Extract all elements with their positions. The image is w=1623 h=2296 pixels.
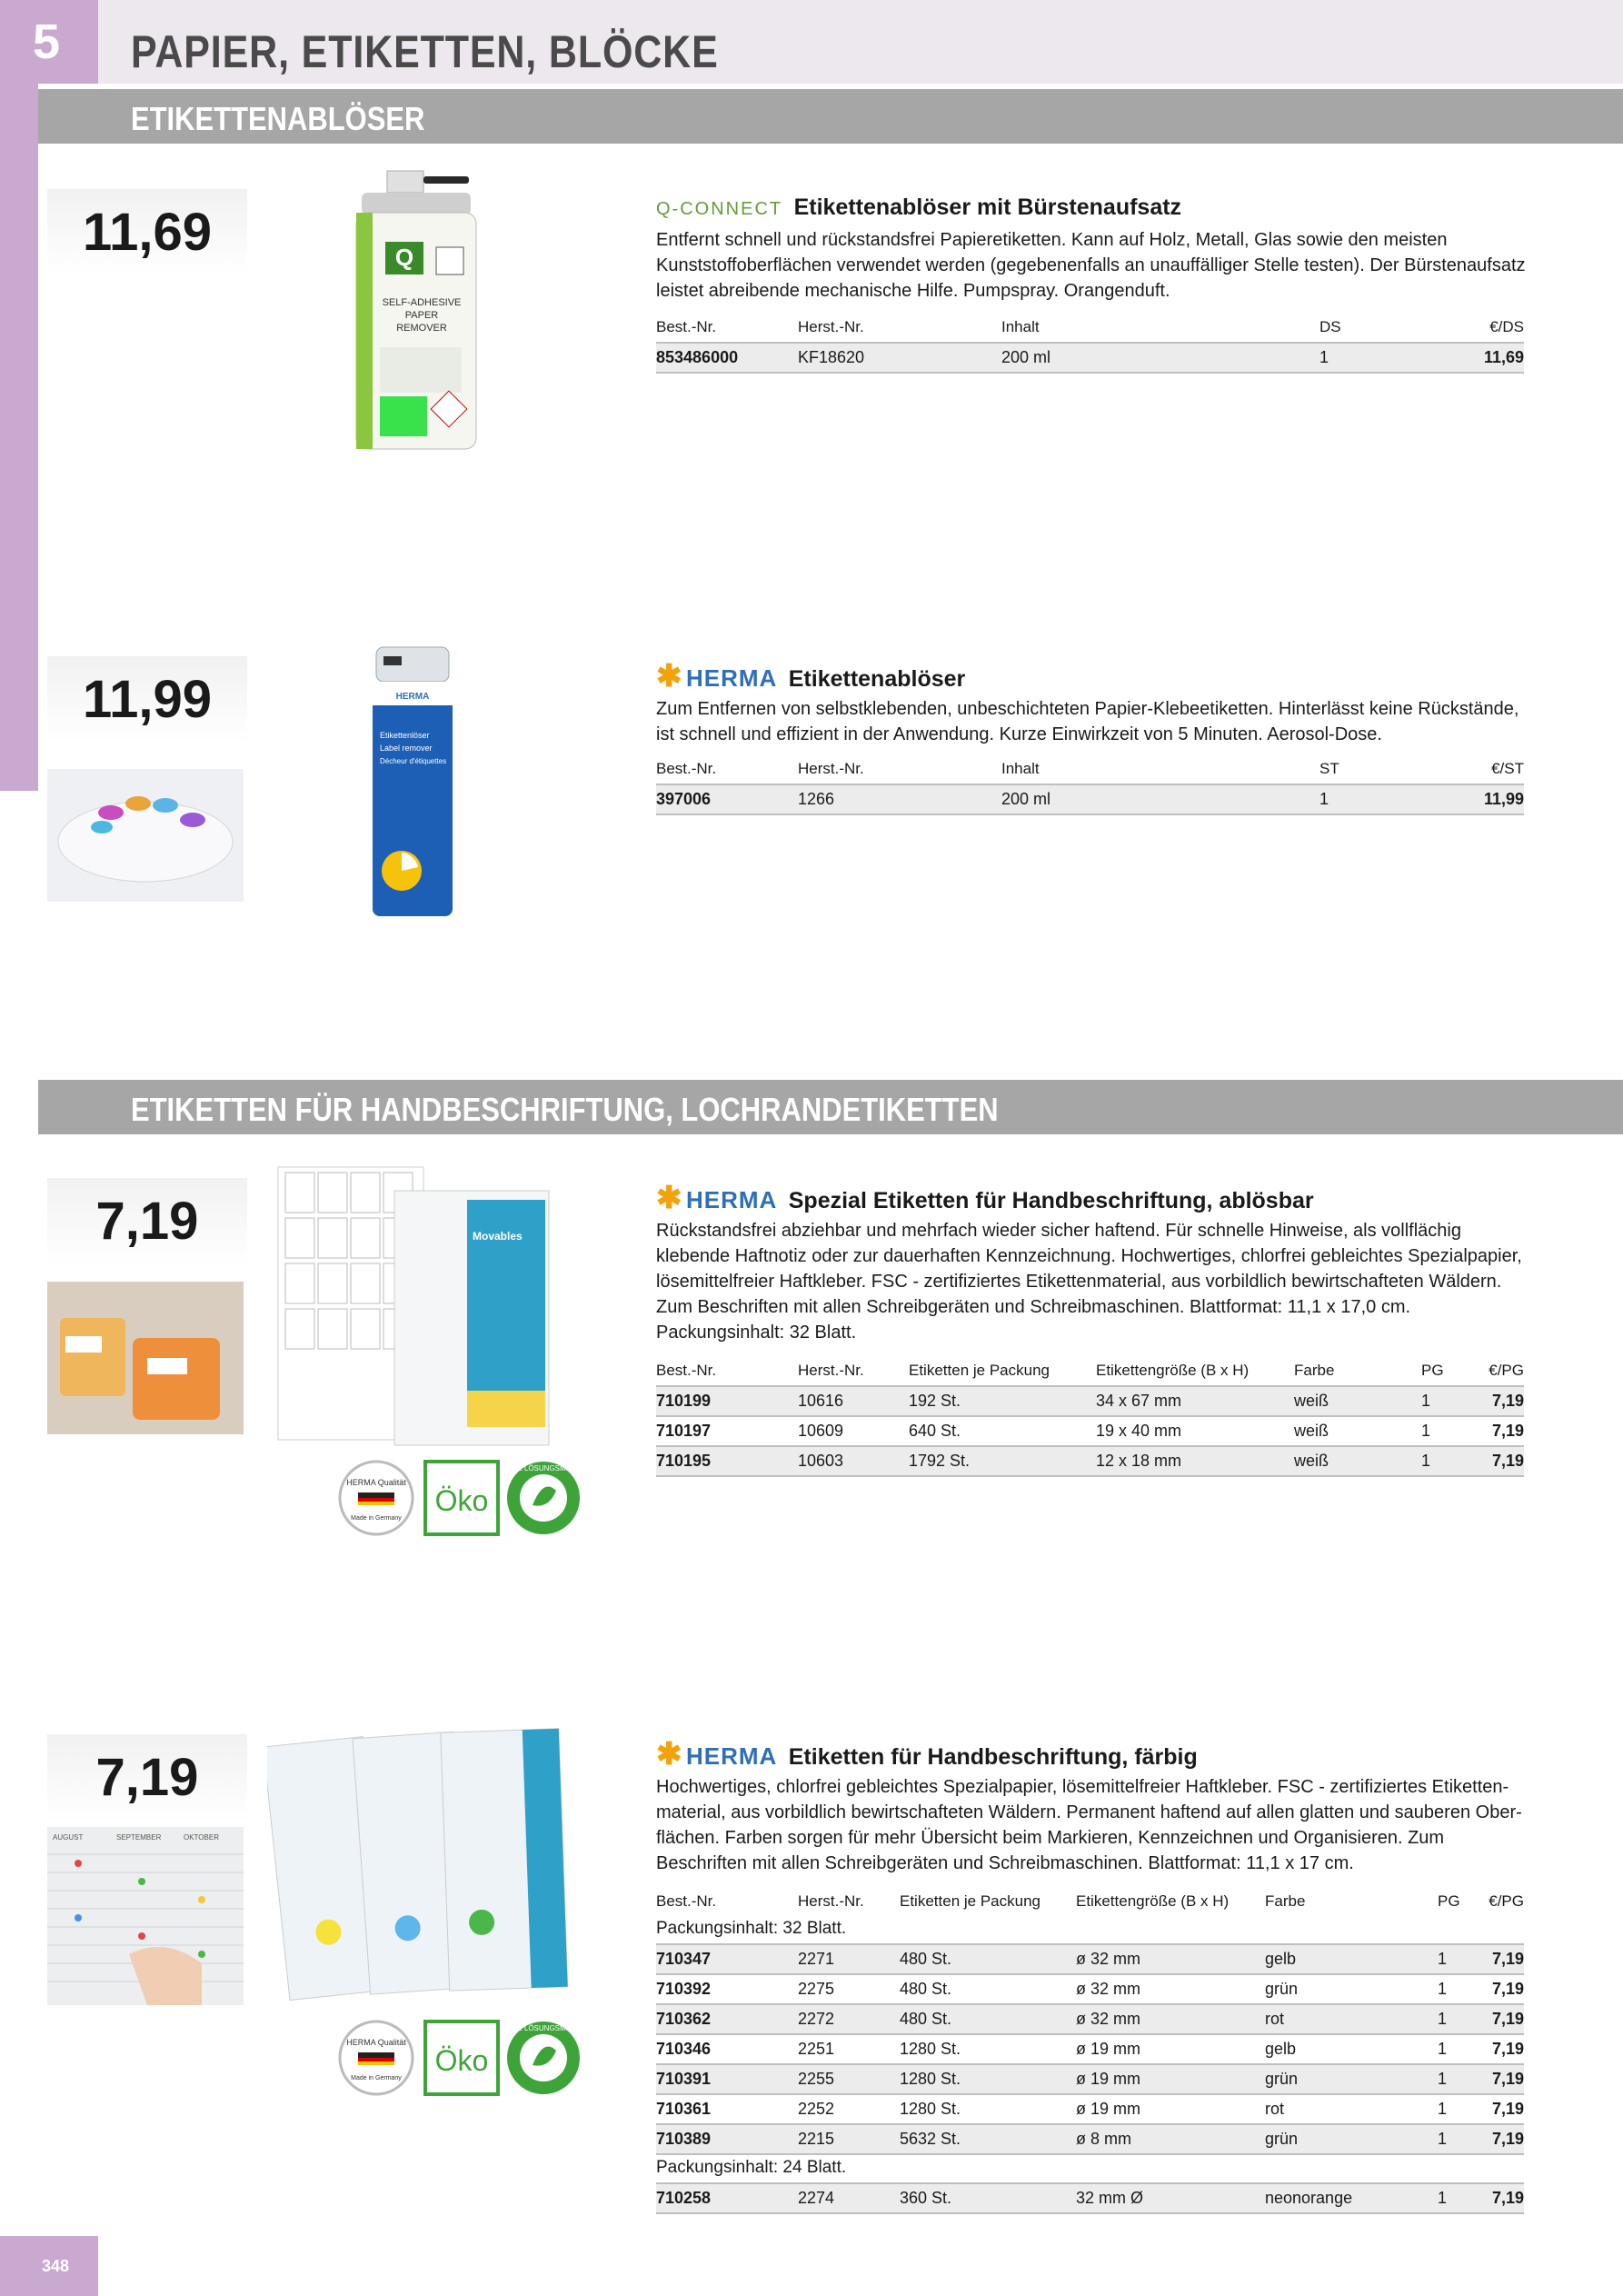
- product-description: Hochwertiges, chlorfrei gebleichtes Spezialpapier, lösemittelfreier Haftkleber. FSC - zertifiziertes Etikettenmaterial, aus vorbildlich bewirtschafteten Wäldern. Permanent haftend auf allen glatten und sauberen Oberflächen. Farben sorgen für mehr Übersicht beim Markieren, Kennzeichnen und Organisieren. Zum Beschriften mit allen Schreibgeräten und Schreibmaschinen. Blattformat: 11,1 x 17 cm.: [656, 1777, 1522, 1873]
- product-image-label-tray: [47, 769, 244, 902]
- product-spec-table: [656, 758, 1524, 815]
- cell-price: 7,19: [1479, 1944, 1524, 1974]
- svg-text:Q: Q: [394, 244, 414, 271]
- cell-order-number: 710391: [656, 2064, 798, 2094]
- cell-price: 7,19: [1479, 2034, 1524, 2064]
- cell-label-size: ø 19 mm: [1076, 2064, 1265, 2094]
- col-header: Etikettengröße (B x H): [1096, 1362, 1250, 1379]
- col-header: €/PG: [1489, 1892, 1524, 1910]
- cell-price: 7,19: [1472, 1416, 1524, 1446]
- badge-made-in-germany: Made in Germany: [351, 2075, 402, 2081]
- col-header: Farbe: [1265, 1892, 1306, 1910]
- badge-oeko: Öko: [434, 1484, 489, 1517]
- col-header: Herst.-Nr.: [798, 318, 864, 335]
- cell-order-number: 710389: [656, 2124, 798, 2154]
- cell-content: 200 ml: [1001, 343, 1319, 373]
- pack-content-note: Packungsinhalt: 24 Blatt.: [656, 2158, 847, 2177]
- cell-quantity: 1: [1438, 2034, 1479, 2064]
- col-header: Farbe: [1294, 1362, 1335, 1379]
- col-header: Best.-Nr.: [656, 1892, 717, 1910]
- cell-color: gelb: [1265, 2034, 1438, 2064]
- cell-quantity: 1: [1421, 1446, 1472, 1476]
- table-row: [656, 2064, 1524, 2094]
- section-title: ETIKETTENABLÖSER: [131, 100, 425, 137]
- cell-labels-per-pack: 360 St.: [900, 2183, 1076, 2213]
- cell-label-size: ø 32 mm: [1076, 1944, 1265, 1974]
- product-image-label-sheet: [276, 1163, 556, 1447]
- can-brand: HERMA: [395, 692, 430, 702]
- cell-quantity: 1: [1438, 2064, 1479, 2094]
- col-header: €/PG: [1489, 1362, 1524, 1379]
- cell-manufacturer-number: 10616: [798, 1386, 909, 1416]
- cell-manufacturer-number: 2272: [798, 2004, 900, 2034]
- cell-labels-per-pack: 480 St.: [900, 1974, 1076, 2004]
- cell-price: 11,69: [1447, 343, 1524, 373]
- product-description: Entfernt schnell und rückstandsfrei Papieretiketten. Kann auf Holz, Metall, Glas sowie den meisten Kunststoffoberflächen verwendet werden (gegebenenfalls an unauffälliger Stelle testen). Der Bürstenaufsatz leistet abreibende mechanische Hilfe. Pumpspray. Orangenduft.: [656, 230, 1526, 301]
- product-description: Zum Entfernen von selbstklebenden, unbeschichteten Papier-Klebeetiketten. Hinterlässt keine Rückstände, ist schnell und effizient in der Anwendung. Kurze Einwirkzeit von 5 Minuten. Aerosol-Dose.: [656, 699, 1519, 744]
- cell-quantity: 1: [1319, 784, 1447, 814]
- product-image-aerosol-can: [367, 644, 458, 922]
- product-title: Spezial Etiketten für Handbeschriftung, ablösbar: [788, 1188, 1314, 1213]
- col-header: Herst.-Nr.: [798, 760, 864, 777]
- cell-label-size: ø 32 mm: [1076, 1974, 1265, 2004]
- badge-herma-quality: HERMA Qualität: [346, 2038, 406, 2047]
- cell-quantity: 1: [1319, 343, 1447, 373]
- table-row: [656, 2094, 1524, 2124]
- cell-color: rot: [1265, 2004, 1438, 2034]
- product-header: [656, 195, 1528, 225]
- cell-manufacturer-number: 2274: [798, 2183, 900, 2213]
- cell-price: 11,99: [1447, 784, 1524, 814]
- product-title: Etikettenablöser mit Bürstenaufsatz: [793, 195, 1182, 220]
- cell-label-size: 19 x 40 mm: [1096, 1416, 1294, 1446]
- cell-label-size: 34 x 67 mm: [1096, 1386, 1294, 1416]
- cell-price: 7,19: [1479, 2124, 1524, 2154]
- col-header: €/DS: [1489, 318, 1524, 335]
- col-header: Herst.-Nr.: [798, 1892, 864, 1910]
- product-image-color-label-packs: [267, 1722, 576, 2007]
- col-header: Etikettengröße (B x H): [1076, 1892, 1230, 1910]
- col-header: PG: [1421, 1362, 1444, 1379]
- cell-quantity: 1: [1438, 1974, 1479, 2004]
- cell-price: 7,19: [1472, 1386, 1524, 1416]
- table-row: [656, 1944, 1524, 1974]
- cell-price: 7,19: [1479, 2094, 1524, 2124]
- product-image-glasses-with-labels: [47, 1282, 244, 1434]
- cell-labels-per-pack: 1792 St.: [909, 1446, 1096, 1476]
- package-title: Movables: [473, 1230, 523, 1243]
- cell-price: 7,19: [1479, 2183, 1524, 2213]
- cell-order-number: 710362: [656, 2004, 798, 2034]
- badge-row: [338, 1456, 585, 1540]
- price-tag: 11,69: [47, 189, 247, 276]
- col-header: Best.-Nr.: [656, 1362, 717, 1379]
- cell-label-size: ø 8 mm: [1076, 2124, 1265, 2154]
- col-header: ST: [1319, 760, 1339, 777]
- product-header: [656, 1180, 1528, 1213]
- cell-quantity: 1: [1421, 1416, 1472, 1446]
- calendar-month: OKTOBER: [184, 1833, 219, 1842]
- can-text: Décheur d'étiquettes: [380, 757, 447, 765]
- cell-price: 7,19: [1479, 1974, 1524, 2004]
- cell-order-number: 710197: [656, 1416, 798, 1446]
- brand-logo-herma: HERMA: [685, 664, 778, 692]
- calendar-month: AUGUST: [53, 1833, 84, 1842]
- chapter-title: PAPIER, ETIKETTEN, BLÖCKE: [131, 26, 719, 77]
- chapter-side-tab: [0, 0, 38, 791]
- cell-labels-per-pack: 1280 St.: [900, 2064, 1076, 2094]
- col-header: Etiketten je Packung: [909, 1362, 1050, 1379]
- price-tag: 7,19: [47, 1178, 247, 1265]
- product-title: Etiketten für Handbeschriftung, färbig: [788, 1744, 1198, 1770]
- section-title: ETIKETTEN FÜR HANDBESCHRIFTUNG, LOCHRANDETIKETTEN: [131, 1091, 999, 1128]
- product-image-spray-can: [334, 169, 498, 460]
- cell-color: weiß: [1294, 1416, 1421, 1446]
- cell-labels-per-pack: 640 St.: [909, 1416, 1096, 1446]
- col-header: PG: [1438, 1892, 1460, 1910]
- page-number: 348: [0, 2236, 98, 2296]
- cell-quantity: 1: [1438, 2004, 1479, 2034]
- cell-order-number: 710361: [656, 2094, 798, 2124]
- cell-color: grün: [1265, 1974, 1438, 2004]
- chapter-number: 5: [0, 0, 98, 84]
- cell-color: weiß: [1294, 1386, 1421, 1416]
- brand-logo-herma: HERMA: [685, 1186, 778, 1213]
- cell-manufacturer-number: 2255: [798, 2064, 900, 2094]
- brand-logo-q-connect: Q-CONNECT: [656, 199, 783, 219]
- cell-price: 7,19: [1472, 1446, 1524, 1476]
- table-row: [656, 1386, 1524, 1416]
- cell-color: grün: [1265, 2124, 1438, 2154]
- table-row: [656, 2034, 1524, 2064]
- price-tag: 7,19: [47, 1734, 247, 1822]
- badge-herma-quality: HERMA Qualität: [346, 1478, 406, 1487]
- can-label-line2: PAPER: [404, 310, 439, 321]
- cell-quantity: 1: [1438, 2183, 1479, 2213]
- cell-quantity: 1: [1421, 1386, 1472, 1416]
- cell-label-size: ø 32 mm: [1076, 2004, 1265, 2034]
- cell-manufacturer-number: 10603: [798, 1446, 909, 1476]
- badge-oeko: Öko: [434, 2044, 489, 2077]
- table-row: [656, 1974, 1524, 2004]
- cell-order-number: 710195: [656, 1446, 798, 1476]
- cell-color: weiß: [1294, 1446, 1421, 1476]
- herma-star-icon: ✱: [656, 1181, 682, 1215]
- product-title: Etikettenablöser: [788, 666, 966, 692]
- cell-manufacturer-number: 2252: [798, 2094, 900, 2124]
- cell-color: grün: [1265, 2064, 1438, 2094]
- badge-ohne-loesungsmittel: OHNE LÖSUNGSMITTEL: [501, 2024, 585, 2032]
- badge-made-in-germany: Made in Germany: [351, 1515, 402, 1522]
- cell-color: neonorange: [1265, 2183, 1438, 2213]
- cell-label-size: 12 x 18 mm: [1096, 1446, 1294, 1476]
- cell-manufacturer-number: 2275: [798, 1974, 900, 2004]
- col-header: Herst.-Nr.: [798, 1362, 864, 1379]
- table-row: [656, 2124, 1524, 2154]
- herma-star-icon: ✱: [656, 1737, 682, 1772]
- cell-order-number: 710392: [656, 1974, 798, 2004]
- product-spec-table: [656, 1360, 1524, 1477]
- can-text: Etikettenlöser: [380, 731, 430, 740]
- cell-labels-per-pack: 1280 St.: [900, 2094, 1076, 2124]
- table-row: [656, 343, 1524, 373]
- cell-price: 7,19: [1479, 2064, 1524, 2094]
- table-row: [656, 2004, 1524, 2034]
- cell-order-number: 710347: [656, 1944, 798, 1974]
- can-text: Label remover: [380, 744, 433, 753]
- cell-color: rot: [1265, 2094, 1438, 2124]
- col-header: Best.-Nr.: [656, 318, 717, 335]
- cell-label-size: ø 19 mm: [1076, 2094, 1265, 2124]
- herma-star-icon: ✱: [656, 659, 682, 694]
- cell-quantity: 1: [1438, 2124, 1479, 2154]
- cell-order-number: 710258: [656, 2183, 798, 2213]
- product-spec-table: [656, 316, 1524, 374]
- cell-price: 7,19: [1479, 2004, 1524, 2034]
- price-tag: 11,99: [47, 656, 247, 744]
- badge-row: [338, 2016, 585, 2100]
- cell-manufacturer-number: KF18620: [798, 343, 1001, 373]
- table-row: [656, 784, 1524, 814]
- cell-manufacturer-number: 2271: [798, 1944, 900, 1974]
- cell-order-number: 397006: [656, 784, 798, 814]
- cell-manufacturer-number: 2251: [798, 2034, 900, 2064]
- table-group-row: [656, 2154, 1524, 2183]
- cell-quantity: 1: [1438, 1944, 1479, 1974]
- cell-order-number: 710199: [656, 1386, 798, 1416]
- can-label-line1: SELF-ADHESIVE: [382, 297, 462, 308]
- cell-label-size: 32 mm Ø: [1076, 2183, 1265, 2213]
- col-header: €/ST: [1491, 760, 1524, 777]
- cell-labels-per-pack: 5632 St.: [900, 2124, 1076, 2154]
- col-header: Best.-Nr.: [656, 760, 717, 777]
- cell-labels-per-pack: 480 St.: [900, 2004, 1076, 2034]
- product-header: [656, 1736, 1528, 1772]
- cell-label-size: ø 19 mm: [1076, 2034, 1265, 2064]
- cell-labels-per-pack: 1280 St.: [900, 2034, 1076, 2064]
- cell-content: 200 ml: [1001, 784, 1319, 814]
- col-header: Inhalt: [1001, 760, 1040, 777]
- cell-manufacturer-number: 2215: [798, 2124, 900, 2154]
- cell-quantity: 1: [1438, 2094, 1479, 2124]
- product-image-calendar-labels: [47, 1827, 244, 2005]
- table-group-row: [656, 1916, 1524, 1944]
- col-header: DS: [1319, 318, 1341, 335]
- product-header: [656, 658, 1528, 694]
- cell-manufacturer-number: 10609: [798, 1416, 909, 1446]
- cell-color: gelb: [1265, 1944, 1438, 1974]
- pack-content-note: Packungsinhalt: 32 Blatt.: [656, 1919, 847, 1938]
- cell-order-number: 853486000: [656, 343, 798, 373]
- table-row: [656, 1446, 1524, 1476]
- cell-labels-per-pack: 480 St.: [900, 1944, 1076, 1974]
- brand-logo-herma: HERMA: [685, 1742, 778, 1770]
- can-label-line3: REMOVER: [396, 323, 447, 334]
- col-header: Inhalt: [1001, 318, 1040, 335]
- col-header: Etiketten je Packung: [900, 1892, 1041, 1910]
- badge-ohne-loesungsmittel: OHNE LÖSUNGSMITTEL: [501, 1464, 585, 1472]
- product-description: Rückstandsfrei abziehbar und mehrfach wieder sicher haftend. Für schnelle Hinweise, als vollflächig klebende Haftnotiz oder zur dauerhaften Kennzeichnung. Hochwertiges, chlorfrei gebleichtes Spezialpapier, lösemittelfreier Haftkleber. FSC - zertifiziertes Etikettenmaterial, aus vorbildlich bewirtschafteten Wäldern. Zum Beschriften mit allen Schreibgeräten und Schreibmaschinen. Blattformat: 11,1 x 17,0 cm. Packungsinhalt: 32 Blatt.: [656, 1221, 1522, 1343]
- calendar-month: SEPTEMBER: [116, 1833, 162, 1842]
- table-row: [656, 2183, 1524, 2213]
- table-row: [656, 1416, 1524, 1446]
- cell-order-number: 710346: [656, 2034, 798, 2064]
- cell-labels-per-pack: 192 St.: [909, 1386, 1096, 1416]
- product-spec-table: [656, 1891, 1524, 2214]
- cell-manufacturer-number: 1266: [798, 784, 1001, 814]
